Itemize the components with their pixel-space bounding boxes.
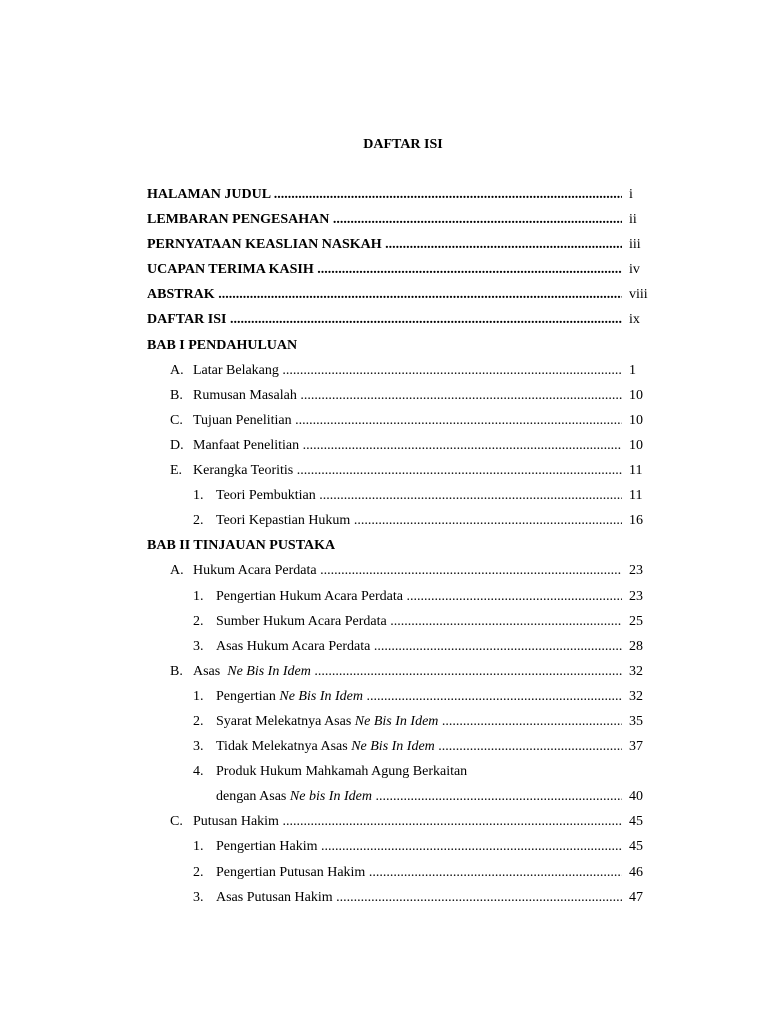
- toc-page-number: ix: [629, 312, 640, 328]
- toc-row: [0, 685, 768, 710]
- toc-row: [0, 283, 768, 308]
- toc-entry: Teori Pembuktian .....: [216, 488, 622, 504]
- toc-row: [0, 835, 768, 860]
- toc-page-number: 16: [629, 513, 643, 529]
- toc-entry: Rumusan Masalah .....: [193, 388, 622, 404]
- toc-entry: Asas Ne Bis In Idem .....: [193, 664, 622, 680]
- toc-page-number: 10: [629, 437, 643, 453]
- toc-page-number: ii: [629, 212, 637, 228]
- toc-page-number: 45: [629, 839, 643, 855]
- toc-page-number: 35: [629, 713, 643, 729]
- toc-row: [0, 434, 768, 459]
- toc-number: 2.: [193, 613, 204, 629]
- toc-entry: Produk Hukum Mahkamah Agung Berkaitan: [216, 764, 468, 780]
- toc-page-number: iii: [629, 237, 641, 253]
- toc-entry: Syarat Melekatnya Asas Ne Bis In Idem .....: [216, 714, 622, 730]
- toc-number: B.: [170, 663, 183, 679]
- toc-row: [0, 735, 768, 760]
- toc-entry: Kerangka Teoritis .....: [193, 463, 622, 479]
- toc-page-number: 11: [629, 488, 643, 504]
- toc-number: C.: [170, 412, 183, 428]
- toc-page-number: 10: [629, 387, 643, 403]
- toc-row: [0, 559, 768, 584]
- toc-number: 3.: [193, 638, 204, 654]
- toc-entry: Latar Belakang .....: [193, 363, 622, 379]
- toc-entry: Pengertian Ne Bis In Idem .....: [216, 689, 622, 705]
- toc-entry: HALAMAN JUDUL .....: [147, 187, 622, 203]
- toc-entry: ABSTRAK .....: [147, 287, 622, 303]
- toc-entry: Pengertian Hukum Acara Perdata .....: [216, 589, 622, 605]
- toc-row: [0, 810, 768, 835]
- toc-row: [0, 886, 768, 911]
- toc-row: [0, 610, 768, 635]
- toc-entry: PERNYATAAN KEASLIAN NASKAH .....: [147, 237, 622, 253]
- toc-entry: Pengertian Putusan Hakim .....: [216, 865, 622, 881]
- toc-row: [0, 760, 768, 785]
- table-of-contents: [0, 183, 768, 911]
- toc-number: A.: [170, 563, 184, 579]
- toc-number: 2.: [193, 713, 204, 729]
- toc-number: A.: [170, 362, 184, 378]
- toc-row: [0, 233, 768, 258]
- toc-number: 1.: [193, 488, 204, 504]
- toc-number: 2.: [193, 864, 204, 880]
- toc-row: [0, 208, 768, 233]
- toc-row: [0, 785, 768, 810]
- toc-row: [0, 334, 768, 359]
- toc-number: 1.: [193, 839, 204, 855]
- toc-row: [0, 384, 768, 409]
- toc-row: [0, 660, 768, 685]
- toc-entry: Asas Hukum Acara Perdata .....: [216, 639, 622, 655]
- toc-entry-continuation: dengan Asas Ne bis In Idem .....: [216, 789, 622, 805]
- toc-number: 3.: [193, 889, 204, 905]
- toc-row: [0, 534, 768, 559]
- toc-entry: Sumber Hukum Acara Perdata .....: [216, 614, 622, 630]
- toc-page-number: 40: [629, 789, 643, 805]
- toc-row: [0, 861, 768, 886]
- toc-number: 1.: [193, 688, 204, 704]
- toc-page-number: 11: [629, 463, 643, 479]
- toc-row: [0, 359, 768, 384]
- toc-page-number: 46: [629, 864, 643, 880]
- toc-page-number: iv: [629, 262, 640, 278]
- toc-entry: Tujuan Penelitian .....: [193, 413, 622, 429]
- toc-page-number: i: [629, 187, 633, 202]
- toc-row: [0, 585, 768, 610]
- toc-page-number: 10: [629, 412, 643, 428]
- toc-row: [0, 409, 768, 434]
- toc-page-number: 32: [629, 663, 643, 679]
- toc-row: [0, 509, 768, 534]
- toc-number: D.: [170, 437, 184, 453]
- toc-page-number: 47: [629, 889, 643, 905]
- toc-number: 3.: [193, 739, 204, 755]
- toc-row: [0, 635, 768, 660]
- toc-page-number: 28: [629, 638, 643, 654]
- toc-row: [0, 710, 768, 735]
- toc-row: [0, 183, 768, 208]
- toc-page-number: 32: [629, 688, 643, 704]
- toc-entry: Manfaat Penelitian .....: [193, 438, 622, 454]
- toc-entry: Putusan Hakim .....: [193, 814, 622, 830]
- toc-page-number: 1: [629, 362, 636, 378]
- toc-page-number: 25: [629, 613, 643, 629]
- toc-number: B.: [170, 387, 183, 403]
- toc-entry: Teori Kepastian Hukum .....: [216, 513, 622, 529]
- toc-page-number: 45: [629, 814, 643, 830]
- toc-number: 1.: [193, 588, 204, 604]
- toc-entry: LEMBARAN PENGESAHAN .....: [147, 212, 622, 228]
- chapter-heading: BAB I PENDAHULUAN: [147, 337, 298, 353]
- toc-number: E.: [170, 463, 183, 479]
- toc-page-number: viii: [629, 287, 648, 303]
- toc-number: 4.: [193, 764, 204, 780]
- toc-page-number: 23: [629, 563, 643, 579]
- toc-row: [0, 308, 768, 333]
- toc-entry: Asas Putusan Hakim .....: [216, 890, 622, 906]
- toc-entry: DAFTAR ISI .....: [147, 312, 622, 328]
- toc-entry: Hukum Acara Perdata .....: [193, 563, 622, 579]
- toc-entry: Tidak Melekatnya Asas Ne Bis In Idem .....: [216, 739, 622, 755]
- toc-row: [0, 258, 768, 283]
- toc-page-number: 23: [629, 588, 643, 604]
- chapter-heading: BAB II TINJAUAN PUSTAKA: [147, 538, 336, 554]
- toc-number: 2.: [193, 513, 204, 529]
- toc-number: C.: [170, 814, 183, 830]
- toc-entry: UCAPAN TERIMA KASIH .....: [147, 262, 622, 278]
- toc-entry: Pengertian Hakim .....: [216, 839, 622, 855]
- page-title: DAFTAR ISI: [363, 137, 443, 152]
- toc-row: [0, 459, 768, 484]
- toc-row: [0, 484, 768, 509]
- toc-page-number: 37: [629, 739, 643, 755]
